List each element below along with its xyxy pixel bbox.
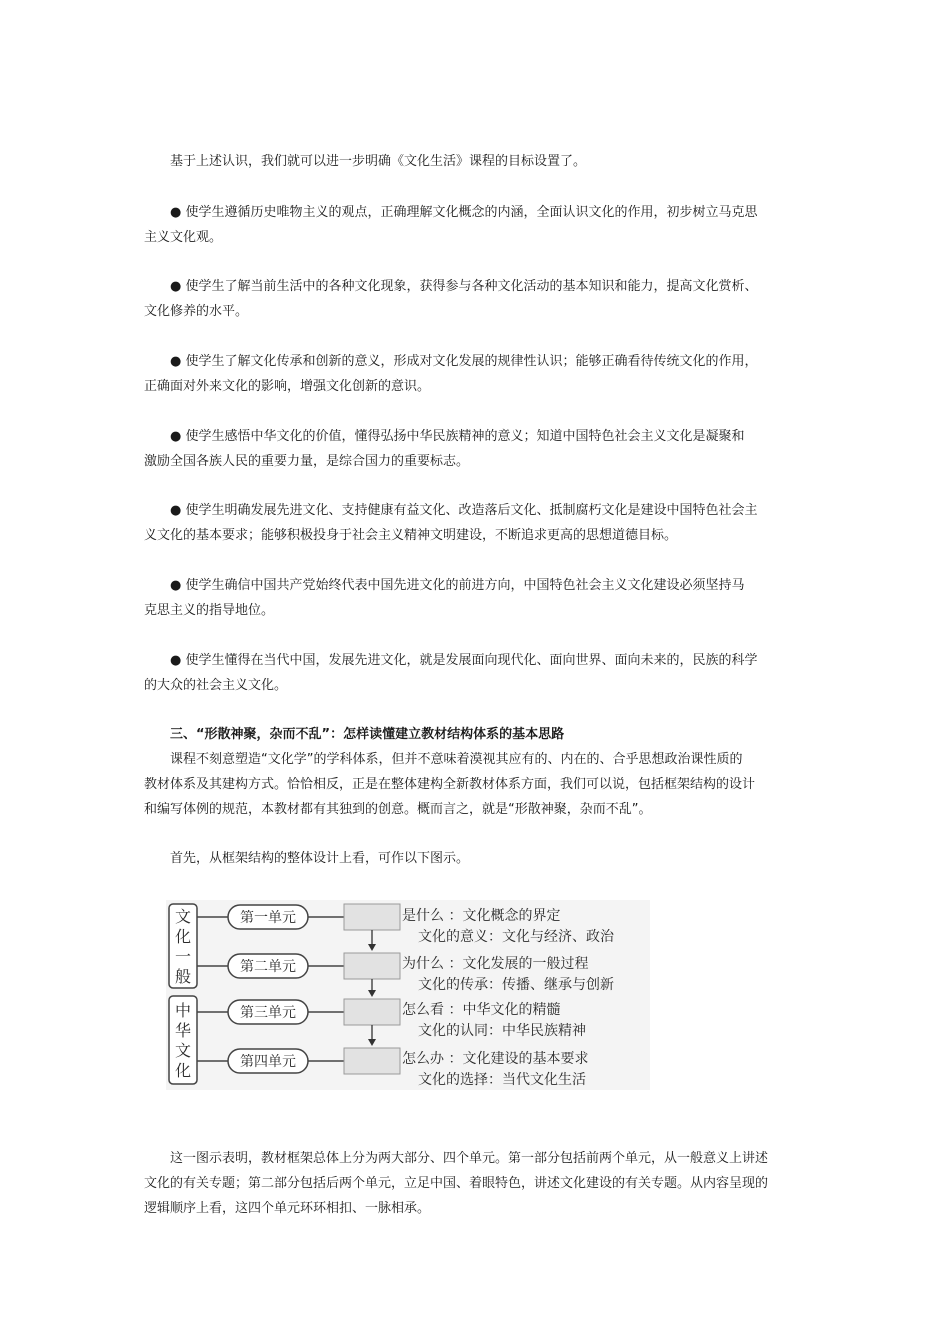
group1-char: 一 (174, 947, 192, 966)
section-paragraph-line2: 教材体系及其建构方式。恰恰相反，正是在整体建构全新教材体系方面，我们可以说，包括框架结构的设计 (144, 777, 756, 792)
content-box (344, 999, 400, 1025)
bullet-text-line2: 激励全国各族人民的重要力量，是综合国力的重要标志。 (144, 454, 470, 469)
bullet-icon: ● (170, 503, 182, 518)
bullet-text-line2: 主义文化观。 (144, 230, 223, 245)
diagram-intro-paragraph: 首先，从框架结构的整体设计上看，可作以下图示。 (170, 851, 470, 866)
bullet-text-line2: 的大众的社会主义文化。 (144, 678, 288, 693)
closing-paragraph-line1: 这一图示表明，教材框架总体上分为两大部分、四个单元。第一部分包括前两个单元，从一般意义上讲述 (170, 1151, 769, 1166)
unit-desc-line1: 怎么办 ：文化建设的基本要求 (402, 1051, 589, 1067)
section-heading: 三、“形散神聚，杂而不乱”：怎样读懂建立教材结构体系的基本思路 (170, 727, 565, 742)
bullet-text-line1: 使学生遵循历史唯物主义的观点，正确理解文化概念的内涵，全面认识文化的作用，初步树立马克思 (185, 205, 758, 220)
group1-char: 文 (174, 907, 192, 926)
bullet-icon: ● (170, 429, 182, 444)
unit-desc-line2: 文化的传承：传播、继承与创新 (418, 977, 614, 993)
framework-diagram (166, 900, 650, 1090)
bullet-text-line1: 使学生了解文化传承和创新的意义，形成对文化发展的规律性认识；能够正确看待传统文化的作用， (185, 354, 758, 369)
unit-desc-line1: 是什么 ：文化概念的界定 (402, 908, 561, 924)
group2-char: 中 (174, 1001, 192, 1020)
group1-char: 般 (174, 967, 192, 986)
closing-paragraph-line2: 文化的有关专题；第二部分包括后两个单元，立足中国、着眼特色，讲述文化建设的有关专题。从内容呈现的 (144, 1176, 769, 1191)
bullet-text-line2: 正确面对外来文化的影响，增强文化创新的意识。 (144, 379, 431, 394)
closing-paragraph (144, 1146, 814, 1221)
unit-desc-line1: 怎么看 ：中华文化的精髓 (402, 1002, 561, 1018)
bullet-item (144, 274, 814, 324)
bullet-text-line1: 使学生了解当前生活中的各种文化现象，获得参与各种文化活动的基本知识和能力，提高文化赏析、 (185, 279, 758, 294)
bullet-item (144, 498, 814, 548)
group2-char: 华 (174, 1021, 192, 1040)
bullet-text-line1: 使学生明确发展先进文化、支持健康有益文化、改造落后文化、抵制腐朽文化是建设中国特色社会主 (185, 503, 758, 518)
bullet-icon: ● (170, 653, 182, 668)
unit-desc-line2: 文化的选择：当代文化生活 (418, 1072, 586, 1088)
bullet-icon: ● (170, 578, 182, 593)
group2-char: 文 (174, 1041, 192, 1060)
bullet-icon: ● (170, 205, 182, 220)
bullet-item (144, 349, 814, 399)
bullet-text-line2: 义文化的基本要求；能够积极投身于社会主义精神文明建设，不断追求更高的思想道德目标。 (144, 528, 678, 543)
unit-label: 第二单元 (240, 959, 296, 975)
bullet-text-line1: 使学生懂得在当代中国，发展先进文化，就是发展面向现代化、面向世界、面向未来的，民族的科学 (185, 653, 758, 668)
group2-char: 化 (174, 1061, 192, 1080)
intro-paragraph: 基于上述认识，我们就可以进一步明确《文化生活》课程的目标设置了。 (170, 154, 587, 169)
bullet-text-line2: 文化修养的水平。 (144, 304, 249, 319)
unit-label: 第四单元 (240, 1054, 296, 1070)
section-paragraph-line3: 和编写体例的规范，本教材都有其独到的创意。概而言之，就是“形散神聚，杂而不乱”。 (144, 802, 652, 817)
bullet-icon: ● (170, 279, 182, 294)
group1-char: 化 (174, 927, 192, 946)
content-box (344, 904, 400, 930)
unit-desc-line2: 文化的认同：中华民族精神 (418, 1023, 586, 1039)
closing-paragraph-line3: 逻辑顺序上看，这四个单元环环相扣、一脉相承。 (144, 1201, 431, 1216)
section-paragraph-line1: 课程不刻意塑造“文化学”的学科体系，但并不意味着漠视其应有的、内在的、合乎思想政治课性质的 (170, 752, 743, 767)
unit-desc-line1: 为什么 ：文化发展的一般过程 (402, 956, 589, 972)
unit-label: 第三单元 (240, 1005, 296, 1021)
bullet-item (144, 573, 814, 623)
bullet-text-line1: 使学生感悟中华文化的价值，懂得弘扬中华民族精神的意义；知道中国特色社会主义文化是凝聚和 (185, 429, 745, 444)
bullet-text-line2: 克思主义的指导地位。 (144, 603, 275, 618)
bullet-text-line1: 使学生确信中国共产党始终代表中国先进文化的前进方向，中国特色社会主义文化建设必须坚持马 (185, 578, 745, 593)
content-box (344, 1048, 400, 1074)
content-box (344, 953, 400, 979)
bullet-item (144, 200, 814, 250)
section-paragraph (144, 747, 814, 822)
bullet-icon: ● (170, 354, 182, 369)
bullet-item (144, 424, 814, 474)
unit-desc-line2: 文化的意义：文化与经济、政治 (418, 929, 614, 945)
bullet-item (144, 648, 814, 698)
unit-label: 第一单元 (240, 910, 296, 926)
